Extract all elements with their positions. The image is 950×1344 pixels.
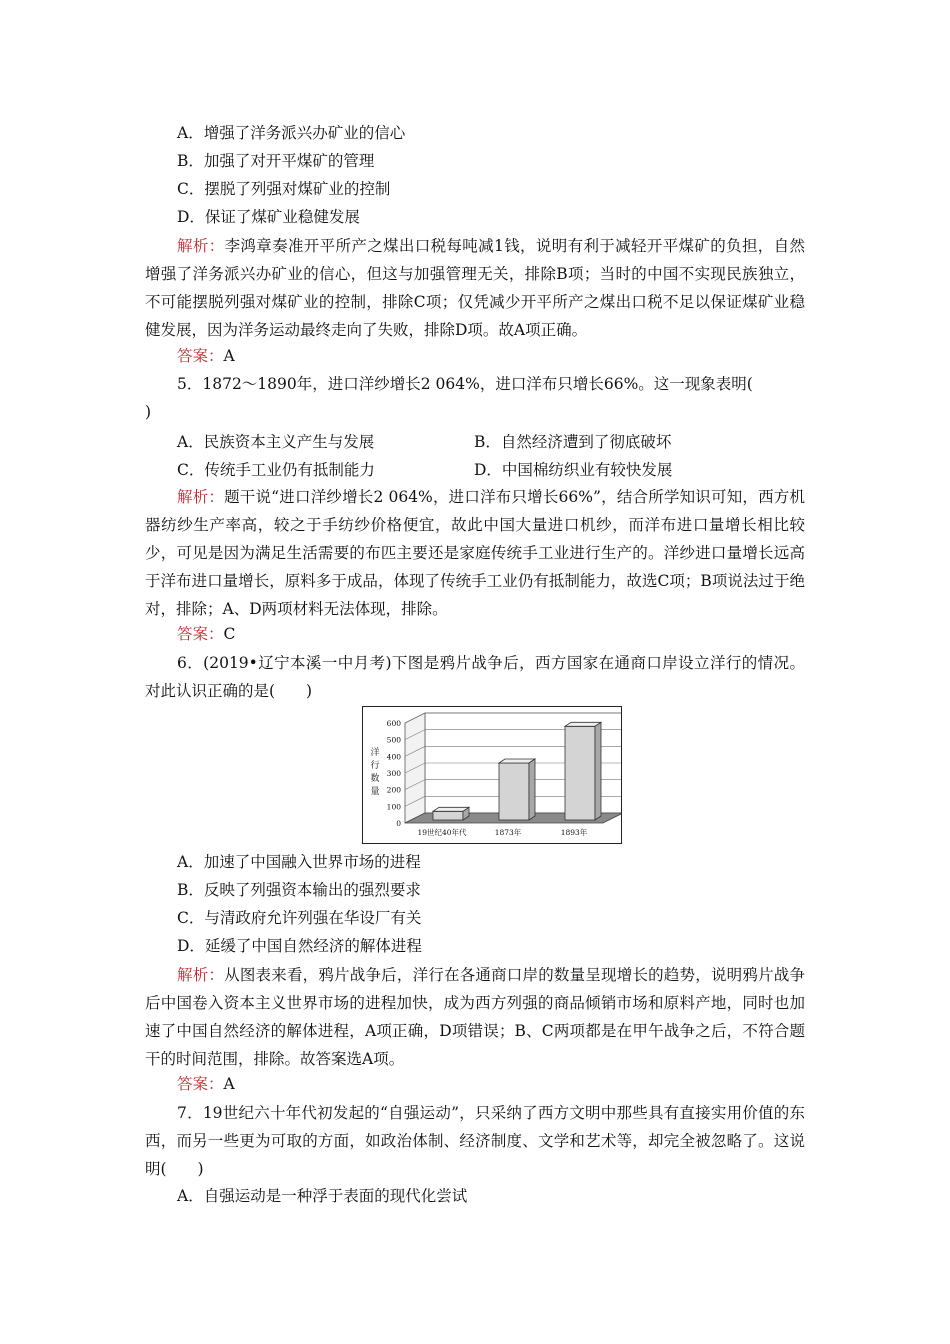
q6-answer-label: 答案： bbox=[177, 1075, 224, 1093]
q5-analysis-text: 题干说“进口洋纱增长2 064%，进口洋布只增长66%”，结合所学知识可知，西方机器纺纱生产率高，较之于手纺纱价格便宜，故此中国大量进口机纱，而洋布进口量增长相比较少，可见是因为满足生活需要的布匹主要还是家庭传统手工业进行生产的。洋纱进口量增长远高于洋布进口量增长，原料多于成品，体现了传统手工业仍有抵制能力，故选C项；B项说法过于绝对，排除；A、D两项材料无法体现，排除。 bbox=[145, 488, 805, 618]
y-axis-label-char: 量 bbox=[370, 787, 380, 797]
q6-option-a: A．加速了中国融入世界市场的进程 bbox=[177, 853, 421, 871]
q7-stem: 7．19世纪六十年代初发起的“自强运动”，只采纳了西方文明中那些具有直接实用价值的东西，而另一些更为可取的方面，如政治体制、经济制度、文学和艺术等，却完全被忽略了。这说明( ) bbox=[145, 1104, 805, 1178]
y-axis-label-char: 数 bbox=[370, 774, 380, 784]
q4-answer-value: A bbox=[223, 347, 235, 365]
x-tick-label: 1873年 bbox=[494, 828, 522, 837]
q4-analysis-text: 李鸿章奏准开平所产之煤出口税每吨减1钱，说明有利于减轻开平煤矿的负担，自然增强了洋务派兴办矿业的信心，但这与加强管理无关，排除B项；当时的中国不实现民族独立，不可能摆脱列强对煤矿业的控制，排除C项；仅凭减少开平所产之煤出口税不足以保证煤矿业稳健发展，因为洋务运动最终走向了失败，排除D项。故A项正确。 bbox=[145, 237, 805, 339]
q6-option-d: D．延缓了中国自然经济的解体进程 bbox=[177, 937, 422, 955]
q4-analysis-label: 解析： bbox=[177, 237, 225, 255]
q7-option-a: A．自强运动是一种浮于表面的现代化尝试 bbox=[177, 1187, 468, 1205]
q4-answer bbox=[177, 346, 235, 366]
q5-stem-line1: 5．1872～1890年，进口洋纱增长2 064%，进口洋布只增长66%。这一现象表明( bbox=[177, 375, 753, 393]
y-tick-label: 200 bbox=[386, 785, 401, 795]
y-tick-label: 400 bbox=[386, 752, 401, 762]
q6-option-b: B．反映了列强资本输出的强烈要求 bbox=[177, 881, 421, 899]
y-tick-label: 100 bbox=[386, 802, 401, 812]
q4-answer-label: 答案： bbox=[177, 347, 224, 365]
y-axis-label-char: 行 bbox=[370, 761, 380, 771]
q5-answer-value: C bbox=[223, 625, 236, 643]
bar-2 bbox=[565, 726, 595, 820]
y-tick-label: 500 bbox=[386, 735, 401, 745]
q5-answer-label: 答案： bbox=[177, 625, 224, 643]
q5-option-d: D．中国棉纺织业有较快发展 bbox=[474, 461, 673, 479]
q5-option-c: C．传统手工业仍有抵制能力 bbox=[177, 461, 375, 479]
q6-chart-svg bbox=[363, 707, 621, 843]
y-tick-label: 0 bbox=[396, 819, 401, 828]
q4-option-c: C．摆脱了列强对煤矿业的控制 bbox=[177, 180, 391, 198]
x-tick-label: 19世纪40年代 bbox=[417, 828, 467, 837]
q4-option-b: B．加强了对开平煤矿的管理 bbox=[177, 152, 375, 170]
q5-analysis-label: 解析： bbox=[177, 488, 225, 506]
q5-option-b: B．自然经济遭到了彻底破坏 bbox=[474, 433, 672, 451]
q5-option-a: A．民族资本主义产生与发展 bbox=[177, 433, 375, 451]
q4-option-d: D．保证了煤矿业稳健发展 bbox=[177, 208, 360, 226]
bar-side-1 bbox=[529, 759, 535, 820]
q6-answer-value: A bbox=[223, 1075, 235, 1093]
y-tick-label: 600 bbox=[386, 719, 401, 728]
q6-analysis-text: 从图表来看，鸦片战争后，洋行在各通商口岸的数量呈现增长的趋势，说明鸦片战争后中国卷入资本主义世界市场的进程加快，成为西方列强的商品倾销市场和原料产地，同时也加速了中国自然经济的解体进程，A项正确，D项错误；B、C两项都是在甲午战争之后，不符合题干的时间范围，排除。故答案选A项。 bbox=[145, 966, 805, 1068]
q5-answer bbox=[177, 624, 235, 644]
q5-analysis bbox=[145, 483, 805, 623]
bar-0 bbox=[433, 811, 463, 820]
bar-side-2 bbox=[595, 722, 601, 820]
q5-options-row2 bbox=[177, 458, 777, 480]
bar-1 bbox=[499, 763, 529, 820]
q6-stem: 6．(2019•辽宁本溪一中月考)下图是鸦片战争后，西方国家在通商口岸设立洋行的情况。对此认识正确的是( ) bbox=[145, 654, 805, 700]
q4-option-a: A．增强了洋务派兴办矿业的信心 bbox=[177, 124, 406, 142]
q5-options-row1 bbox=[177, 430, 777, 452]
y-tick-label: 300 bbox=[386, 769, 401, 778]
q4-analysis bbox=[145, 232, 805, 344]
q6-option-c: C．与清政府允许列强在华设厂有关 bbox=[177, 909, 422, 927]
y-axis-label-char: 洋 bbox=[370, 748, 380, 758]
q5-stem-line2: ) bbox=[145, 403, 152, 421]
q6-analysis bbox=[145, 961, 805, 1073]
q6-chart bbox=[362, 706, 622, 844]
q6-analysis-label: 解析： bbox=[177, 966, 225, 984]
x-tick-label: 1893年 bbox=[560, 828, 588, 837]
q6-answer bbox=[177, 1074, 235, 1094]
